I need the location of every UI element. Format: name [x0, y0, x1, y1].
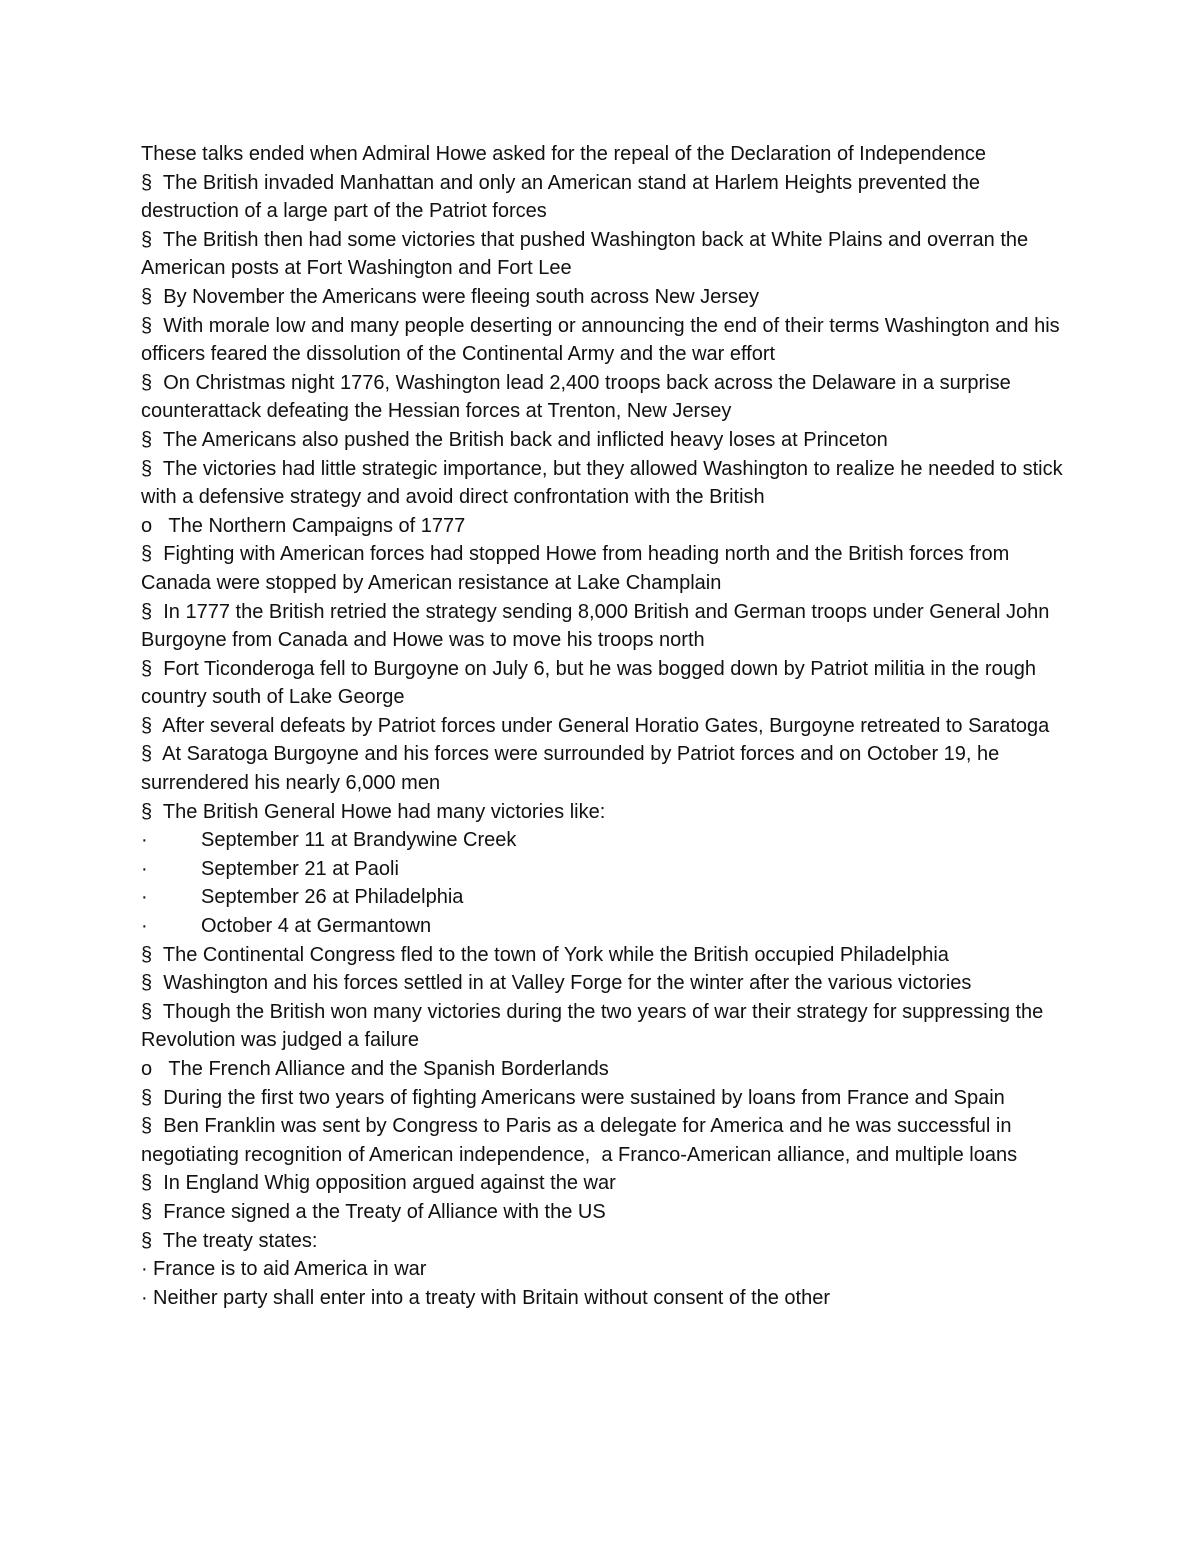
section-bullet-item: § France signed a the Treaty of Alliance with the US — [141, 1200, 606, 1223]
victory-text: September 11 at Brandywine Creek — [201, 829, 517, 852]
document-body — [141, 140, 1071, 1312]
treaty-term-text: Neither party shall enter into a treaty with Britain without consent of the other — [153, 1286, 831, 1309]
dot-bullet: · — [141, 886, 148, 909]
section-bullet-item: § After several defeats by Patriot forces under General Horatio Gates, Burgoyne retreated to Saratoga — [141, 714, 1050, 737]
section-bullet-item: § The Continental Congress fled to the town of York while the British occupied Philadelphia — [141, 943, 949, 966]
dot-bullet: · — [141, 829, 148, 852]
victory-list-item — [141, 912, 1071, 941]
victory-list-item — [141, 855, 1071, 884]
victory-list-item — [141, 826, 1071, 855]
section-bullet-item: § Though the British won many victories during the two years of war their strategy for suppressing the Revolution was judged a failure — [141, 1000, 1049, 1052]
section-bullet-item: § The Americans also pushed the British back and inflicted heavy loses at Princeton — [141, 428, 888, 451]
section-bullet-item: § During the first two years of fighting Americans were sustained by loans from France and Spain — [141, 1086, 1005, 1109]
dot-bullet: · — [141, 915, 148, 938]
section-bullet-item: § The British then had some victories that pushed Washington back at White Plains and overran the American posts at Fort Washington and Fort Lee — [141, 228, 1033, 280]
victory-list-item — [141, 883, 1071, 912]
section-bullet-item: § The British General Howe had many victories like: — [141, 800, 606, 823]
dot-bullet: · — [141, 857, 148, 880]
section-bullet-item: § Fighting with American forces had stopped Howe from heading north and the British forces from Canada were stopped by American resistance at Lake Champlain — [141, 543, 1015, 594]
section-bullet-item: § The British invaded Manhattan and only an American stand at Harlem Heights prevented the destruction of a large part of the Patriot forces — [141, 171, 986, 223]
subheading-item: o The French Alliance and the Spanish Borderlands — [141, 1058, 609, 1080]
victory-text: October 4 at Germantown — [201, 915, 432, 938]
section-bullet-item: § In 1777 the British retried the strategy sending 8,000 British and German troops under General John Burgoyne from Canada and Howe was to move his troops north — [141, 600, 1055, 652]
section-bullet-item: § Fort Ticonderoga fell to Burgoyne on July 6, but he was bogged down by Patriot militia in the rough country south of Lake George — [141, 657, 1042, 709]
section-bullet-item: § Ben Franklin was sent by Congress to Paris as a delegate for America and he was successful in negotiating recognition of American independence, a Franco-American alliance, and multiple loans — [141, 1115, 1018, 1166]
dot-bullet: · — [141, 1286, 148, 1309]
section-bullet-item: § With morale low and many people deserting or announcing the end of their terms Washington and his officers feared the dissolution of the Continental Army and the war effort — [141, 314, 1066, 366]
treaty-term-item — [141, 1284, 1071, 1313]
section-bullet-item: § On Christmas night 1776, Washington lead 2,400 troops back across the Delaware in a surprise counterattack defeating the Hessian forces at Trenton, New Jersey — [141, 371, 1017, 423]
paragraph-line: These talks ended when Admiral Howe asked for the repeal of the Declaration of Independence — [141, 143, 986, 165]
section-bullet-item: § The victories had little strategic importance, but they allowed Washington to realize he needed to stick with a defensive strategy and avoid direct confrontation with the British — [141, 457, 1069, 509]
subheading-item: o The Northern Campaigns of 1777 — [141, 514, 466, 537]
section-bullet-item: § Washington and his forces settled in at Valley Forge for the winter after the various victories — [141, 972, 972, 995]
victory-text: September 26 at Philadelphia — [201, 886, 464, 909]
section-bullet-item: § In England Whig opposition argued against the war — [141, 1172, 616, 1195]
victory-text: September 21 at Paoli — [201, 857, 399, 880]
section-bullet-item: § The treaty states: — [141, 1229, 318, 1252]
section-bullet-item: § At Saratoga Burgoyne and his forces were surrounded by Patriot forces and on October 19, he surrendered his nearly 6,000 men — [141, 743, 1005, 795]
treaty-term-item — [141, 1255, 1071, 1284]
treaty-term-text: France is to aid America in war — [153, 1258, 427, 1281]
section-bullet-item: § By November the Americans were fleeing south across New Jersey — [141, 285, 760, 308]
dot-bullet: · — [141, 1258, 148, 1281]
